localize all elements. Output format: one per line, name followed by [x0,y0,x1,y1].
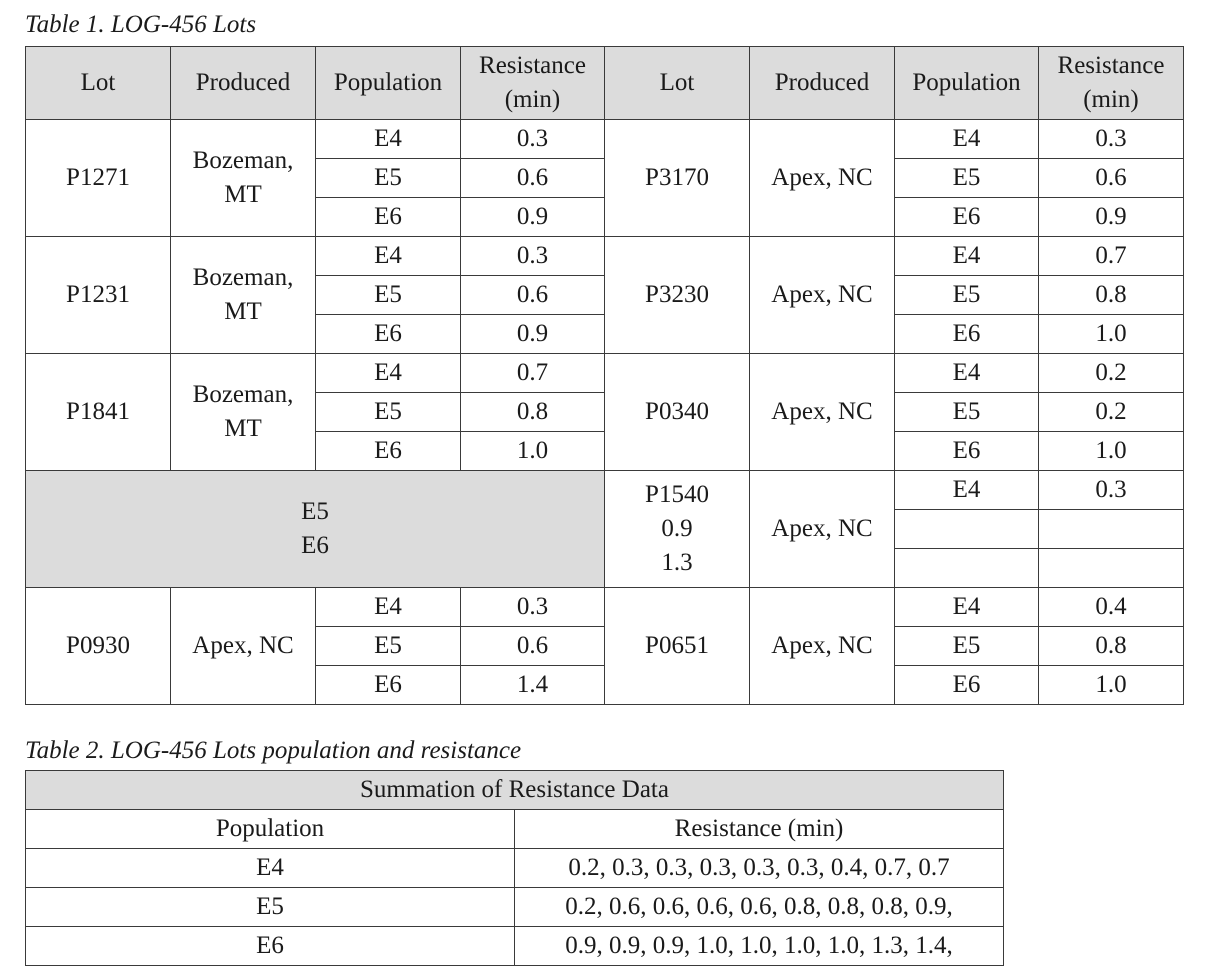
population-cell: E5 [316,276,461,315]
produced-cell: Apex, NC [171,588,316,705]
population-cell: E4 [316,120,461,159]
lot-cell: P3230 [605,237,750,354]
population-cell [895,510,1039,549]
lots-table [25,46,1184,705]
population-cell: E4 [895,588,1039,627]
population-cell: E4 [26,849,515,888]
resistance-cell: 0.8 [1039,627,1184,666]
resistance-cell: 0.3 [1039,471,1184,510]
population-cell: E5 [316,627,461,666]
table2-caption: Table 2. LOG-456 Lots population and resistance [25,737,522,764]
population-cell: E6 [316,432,461,471]
resistance-cell: 0.6 [461,276,605,315]
produced-cell: Apex, NC [750,588,895,705]
resistance-cell: 0.3 [461,237,605,276]
lot-cell: P3170 [605,120,750,237]
population-cell: E4 [895,120,1039,159]
lot-cell-line: P1540 [645,481,709,508]
produced-cell: Bozeman, MT [171,120,316,237]
resistance-cell: 0.2 [1039,354,1184,393]
population-cell: E6 [316,198,461,237]
population-cell: E5 [895,393,1039,432]
population-cell: E4 [895,354,1039,393]
lot-cell [605,471,750,588]
resistance-cell: 0.6 [461,159,605,198]
summary-title-row [26,771,1004,810]
population-cell: E4 [316,588,461,627]
population-cell: E4 [895,237,1039,276]
population-cell: E6 [895,315,1039,354]
population-cell: E6 [895,432,1039,471]
resistance-cell: 1.4 [461,666,605,705]
resistance-cell: 0.8 [1039,276,1184,315]
summary-row [26,849,1004,888]
summary-title: Summation of Resistance Data [26,771,1004,810]
summary-row [26,888,1004,927]
lot-cell-line: 1.3 [661,549,693,576]
population-cell: E6 [895,198,1039,237]
lot-cell: P1841 [26,354,171,471]
column-header-lot: Lot [605,47,750,120]
column-header-resistance: Resistance (min) [1039,47,1184,120]
merged-gray-cell-line: E5 [301,498,329,525]
resistance-cell: 0.3 [1039,120,1184,159]
table-row [26,237,1184,276]
column-header-population: Population [26,810,515,849]
population-cell [895,549,1039,588]
summary-header-row [26,810,1004,849]
column-header-population: Population [895,47,1039,120]
column-header-population: Population [316,47,461,120]
produced-cell: Apex, NC [750,471,895,588]
resistance-cell: 0.9 [461,198,605,237]
lot-cell-line: 0.9 [661,515,693,542]
population-cell: E5 [316,393,461,432]
table-row [26,354,1184,393]
column-header-produced: Produced [171,47,316,120]
column-header-resistance: Resistance (min) [461,47,605,120]
resistance-cell: 1.0 [1039,666,1184,705]
resistance-values-cell: 0.9, 0.9, 0.9, 1.0, 1.0, 1.0, 1.0, 1.3, 1.4, [515,927,1004,966]
population-cell: E5 [26,888,515,927]
resistance-cell: 0.4 [1039,588,1184,627]
population-cell: E6 [316,666,461,705]
population-cell: E5 [895,276,1039,315]
merged-gray-cell-line: E6 [301,532,329,559]
resistance-summary-table [25,770,1004,966]
resistance-cell: 0.2 [1039,393,1184,432]
population-cell: E5 [895,627,1039,666]
resistance-cell: 1.0 [1039,432,1184,471]
lot-cell: P1231 [26,237,171,354]
population-cell: E6 [895,666,1039,705]
column-header-lot: Lot [26,47,171,120]
population-cell: E4 [895,471,1039,510]
resistance-cell [1039,549,1184,588]
population-cell: E6 [316,315,461,354]
resistance-values-cell: 0.2, 0.3, 0.3, 0.3, 0.3, 0.3, 0.4, 0.7, 0.7 [515,849,1004,888]
resistance-values-cell: 0.2, 0.6, 0.6, 0.6, 0.6, 0.8, 0.8, 0.8, 0.9, [515,888,1004,927]
table-row [26,471,1184,510]
produced-cell: Apex, NC [750,120,895,237]
lot-cell: P1271 [26,120,171,237]
resistance-cell: 0.8 [461,393,605,432]
population-cell: E4 [316,354,461,393]
column-header-resistance: Resistance (min) [515,810,1004,849]
resistance-cell: 0.3 [461,120,605,159]
lot-cell: P0651 [605,588,750,705]
resistance-cell: 0.7 [461,354,605,393]
resistance-cell: 0.6 [461,627,605,666]
produced-cell: Apex, NC [750,354,895,471]
resistance-cell [1039,510,1184,549]
resistance-cell: 1.0 [1039,315,1184,354]
column-header-produced: Produced [750,47,895,120]
summary-row [26,927,1004,966]
population-cell: E5 [316,159,461,198]
table-row [26,120,1184,159]
produced-cell: Bozeman, MT [171,237,316,354]
produced-cell: Bozeman, MT [171,354,316,471]
resistance-cell: 0.3 [461,588,605,627]
population-cell: E6 [26,927,515,966]
table-header-row [26,47,1184,120]
table-row [26,588,1184,627]
resistance-cell: 1.0 [461,432,605,471]
lot-cell: P0930 [26,588,171,705]
lot-cell: P0340 [605,354,750,471]
resistance-cell: 0.7 [1039,237,1184,276]
table1-caption: Table 1. LOG-456 Lots [25,11,257,38]
population-cell: E5 [895,159,1039,198]
resistance-cell: 0.6 [1039,159,1184,198]
merged-gray-cell [26,471,605,588]
resistance-cell: 0.9 [1039,198,1184,237]
produced-cell: Apex, NC [750,237,895,354]
population-cell: E4 [316,237,461,276]
resistance-cell: 0.9 [461,315,605,354]
